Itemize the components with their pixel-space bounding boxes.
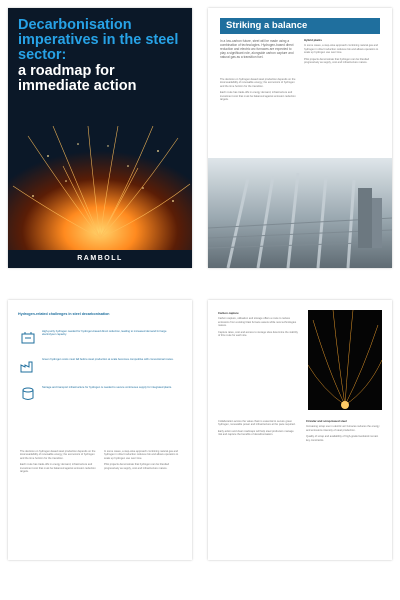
infographic-page xyxy=(8,300,192,560)
info-text: High-purity hydrogen needed for hydrogen-based direct reduction, leading to increased demand for large electrolyser capacity. xyxy=(42,330,167,337)
info-row xyxy=(20,328,184,354)
column-left xyxy=(220,78,296,104)
factory-icon xyxy=(20,358,36,374)
cover-subtitle: a roadmap for immediate action xyxy=(18,63,137,94)
cover-title: Decarbonisation imperatives in the steel sector: xyxy=(18,17,179,63)
paragraph: The decision on hydrogen-based steel production depends on the local availability of renewable energy, the economics of hydrogen and the time horizon for the transition. xyxy=(20,450,96,460)
column-right xyxy=(306,420,382,445)
paragraph: Increasing scrap use in electric arc furnaces reduces the energy and emissions intensity of steel production. xyxy=(306,425,380,432)
paragraph: Carbon capture, utilisation and storage offers a route to reduce emissions from existing blast furnace assets while new technologies mature. xyxy=(218,317,297,328)
paragraph: Quality of scrap and availability of high-grade feedstock remain key constraints. xyxy=(306,435,379,442)
paragraph: In some cases, a step-wise approach combining natural gas and hydrogen in direct reduction reduces risk and allows operators to scale up hydrogen use over time. xyxy=(104,450,179,460)
paragraph: Pilot projects demonstrate that hydrogen can be blended progressively as supply, cost and infrastructure mature. xyxy=(304,57,370,65)
intro-text: In a low-carbon future, steel will be made using a combination of technologies. Hydrogen-based direct reduction and electric arc furnaces are expected to play a significant role, alongside carbon capture and natural gas as a transition fuel. xyxy=(220,39,294,59)
cover-illustration xyxy=(8,126,192,250)
info-text: Storage and transport infrastructure for hydrogen is needed to secure continuous supply for integrated plants. xyxy=(42,386,172,389)
paragraph: The decision on hydrogen-based steel production depends on the local availability of renewable energy, the economics of hydrogen and the time horizon for the transition. xyxy=(220,78,296,88)
infographic-heading: Hydrogen-related challenges in steel decarbonisation xyxy=(18,312,110,316)
industrial-image xyxy=(208,158,392,268)
brand-logo: RAMBOLL xyxy=(8,250,192,268)
column-right xyxy=(104,450,180,473)
section-title: Striking a balance xyxy=(220,18,380,34)
column-left xyxy=(20,450,96,476)
paragraph: Each route has trade-offs in energy demand, infrastructure and investment cost that must be balanced against emission reduction targets. xyxy=(220,91,296,102)
paragraph: Each route has trade-offs in energy demand, infrastructure and investment cost that must be balanced against emission reduction targets. xyxy=(20,463,96,474)
cover-page xyxy=(8,8,192,268)
info-row xyxy=(20,356,184,382)
info-text: Green hydrogen costs must fall before steel production at scale becomes competitive with conventional routes. xyxy=(42,358,174,361)
storage-tank-icon xyxy=(20,386,36,402)
column-left-lower xyxy=(218,420,298,440)
text-page-with-image xyxy=(208,300,392,560)
paragraph: Collaboration across the value chain is essential to secure green hydrogen, renewable power and infrastructure at the pace required. xyxy=(218,420,296,427)
column-left xyxy=(218,312,298,340)
column-heading: Carbon capture xyxy=(218,311,239,315)
paragraph: Pilot projects demonstrate that hydrogen can be blended progressively as supply, cost and infrastructure mature. xyxy=(104,463,170,470)
pipeline-photo xyxy=(208,158,392,268)
column-heading: Circular and scrap-based steel xyxy=(306,419,347,423)
column-right xyxy=(304,39,380,67)
paragraph: Capture rates, cost and access to storage sites determine the viability of this route for each site. xyxy=(218,330,298,338)
electrolyser-icon xyxy=(20,330,36,346)
paragraph: In some cases, a step-wise approach combining natural gas and hydrogen in direct reduction reduces risk and allows operators to scale up hydrogen use over time. xyxy=(304,44,379,55)
text-page-striking-balance xyxy=(208,8,392,268)
paragraph: Early action and clear roadmaps will help steel producers manage risk and capture the benefits of decarbonisation. xyxy=(218,429,294,437)
sparks-image xyxy=(308,310,382,410)
column-heading: Hybrid plants xyxy=(304,38,322,42)
info-row xyxy=(20,384,184,410)
